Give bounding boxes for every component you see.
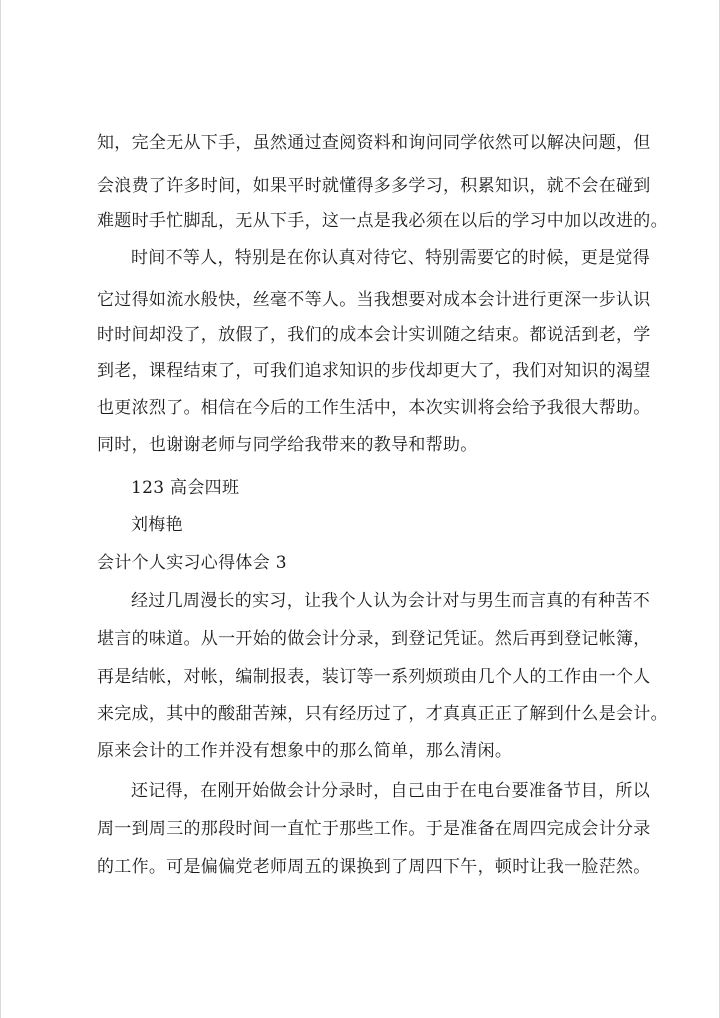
section-title: 会计个人实习心得体会 3	[97, 553, 287, 573]
paragraph-line: 原来会计的工作并没有想象中的那么简单，那么清闲。	[97, 741, 513, 761]
author-name: 刘梅艳	[131, 515, 183, 535]
paragraph-line: 时时间却没了，放假了，我们的成本会计实训随之结束。都说活到老，学	[97, 325, 651, 345]
paragraph-line: 难题时手忙脚乱，无从下手，这一点是我必须在以后的学习中加以改进的。	[97, 211, 668, 231]
class-name: 123 高会四班	[131, 478, 240, 498]
paragraph-line: 时间不等人，特别是在你认真对待它、特别需要它的时候，更是觉得	[131, 248, 650, 268]
paragraph-line: 经过几周漫长的实习，让我个人认为会计对与男生而言真的有种苦不	[131, 591, 650, 611]
paragraph-line: 同时，也谢谢老师与同学给我带来的教导和帮助。	[97, 435, 478, 455]
paragraph-line: 还记得，在刚开始做会计分录时，自己由于在电台要准备节目，所以	[131, 781, 650, 801]
paragraph-line: 堪言的味道。从一开始的做会计分录，到登记凭证。然后再到登记帐簿，	[97, 629, 651, 649]
paragraph-line: 周一到周三的那段时间一直忙于那些工作。于是准备在周四完成会计分录	[97, 819, 651, 839]
paragraph-line: 知，完全无从下手，虽然通过查阅资料和询问同学依然可以解决问题，但	[97, 133, 651, 153]
paragraph-line: 到老，课程结束了，可我们追求知识的步伐却更大了，我们对知识的渴望	[97, 361, 651, 381]
paragraph-line: 再是结帐，对帐，编制报表，装订等一系列烦琐由几个人的工作由一个人	[97, 667, 651, 687]
paragraph-line: 来完成，其中的酸甜苦辣，只有经历过了，才真真正正了解到什么是会计。	[97, 704, 668, 724]
paragraph-line: 它过得如流水般快，丝毫不等人。当我想要对成本会计进行更深一步认识	[97, 290, 651, 310]
paragraph-line: 会浪费了许多时间，如果平时就懂得多多学习，积累知识，就不会在碰到	[97, 176, 651, 196]
paragraph-line: 也更浓烈了。相信在今后的工作生活中，本次实训将会给予我很大帮助。	[97, 398, 651, 418]
paragraph-line: 的工作。可是偏偏党老师周五的课换到了周四下午，顿时让我一脸茫然。	[97, 857, 651, 877]
